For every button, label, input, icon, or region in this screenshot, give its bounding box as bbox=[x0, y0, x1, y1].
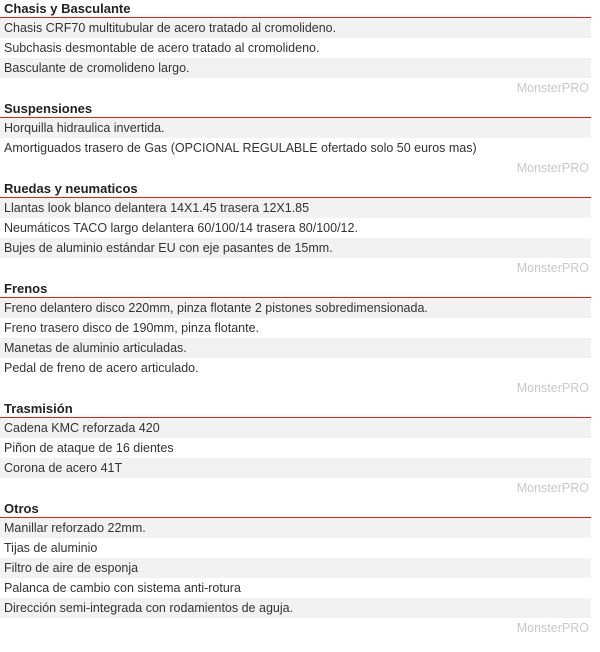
brand-watermark: MonsterPRO bbox=[516, 81, 589, 95]
brand-watermark: MonsterPRO bbox=[516, 381, 589, 395]
spec-section bbox=[0, 400, 591, 499]
brand-watermark: MonsterPRO bbox=[516, 481, 589, 495]
spec-row: Manetas de aluminio articuladas. bbox=[0, 338, 591, 358]
spec-section bbox=[0, 0, 591, 99]
brand-watermark: MonsterPRO bbox=[516, 621, 589, 635]
spec-row: Freno delantero disco 220mm, pinza flotante 2 pistones sobredimensionada. bbox=[0, 298, 591, 318]
spec-section bbox=[0, 100, 591, 179]
spec-row: Pedal de freno de acero articulado. bbox=[4, 361, 199, 375]
spec-row: Chasis CRF70 multitubular de acero tratado al cromolideno. bbox=[0, 18, 591, 38]
section-title: Trasmisión bbox=[0, 400, 591, 418]
section-title: Otros bbox=[0, 500, 591, 518]
spec-row: Horquilla hidraulica invertida. bbox=[0, 118, 591, 138]
section-title: Chasis y Basculante bbox=[0, 0, 591, 18]
spec-row: Llantas look blanco delantera 14X1.45 trasera 12X1.85 bbox=[0, 198, 591, 218]
spec-row: Palanca de cambio con sistema anti-rotura bbox=[4, 581, 241, 595]
spec-row: Dirección semi-integrada con rodamientos de aguja. bbox=[0, 598, 591, 618]
spec-row: Cadena KMC reforzada 420 bbox=[0, 418, 591, 438]
brand-watermark: MonsterPRO bbox=[516, 161, 589, 175]
spec-section bbox=[0, 500, 591, 639]
spec-section bbox=[0, 180, 591, 279]
spec-row: Subchasis desmontable de acero tratado al cromolideno. bbox=[4, 41, 320, 55]
spec-row: Basculante de cromolideno largo. bbox=[0, 58, 591, 78]
spec-row: Corona de acero 41T bbox=[0, 458, 591, 478]
section-title: Ruedas y neumaticos bbox=[0, 180, 591, 198]
spec-section bbox=[0, 280, 591, 399]
spec-row: Piñon de ataque de 16 dientes bbox=[4, 441, 174, 455]
spec-row: Bujes de aluminio estándar EU con eje pasantes de 15mm. bbox=[0, 238, 591, 258]
brand-watermark: MonsterPRO bbox=[516, 261, 589, 275]
spec-row: Manillar reforzado 22mm. bbox=[0, 518, 591, 538]
spec-row: Freno trasero disco de 190mm, pinza flotante. bbox=[4, 321, 259, 335]
spec-row: Neumáticos TACO largo delantera 60/100/14 trasera 80/100/12. bbox=[4, 221, 358, 235]
spec-row: Tijas de aluminio bbox=[4, 541, 98, 555]
spec-row: Filtro de aire de esponja bbox=[0, 558, 591, 578]
spec-row: Amortiguados trasero de Gas (OPCIONAL REGULABLE ofertado solo 50 euros mas) bbox=[4, 141, 477, 155]
section-title: Frenos bbox=[0, 280, 591, 298]
section-title: Suspensiones bbox=[0, 100, 591, 118]
